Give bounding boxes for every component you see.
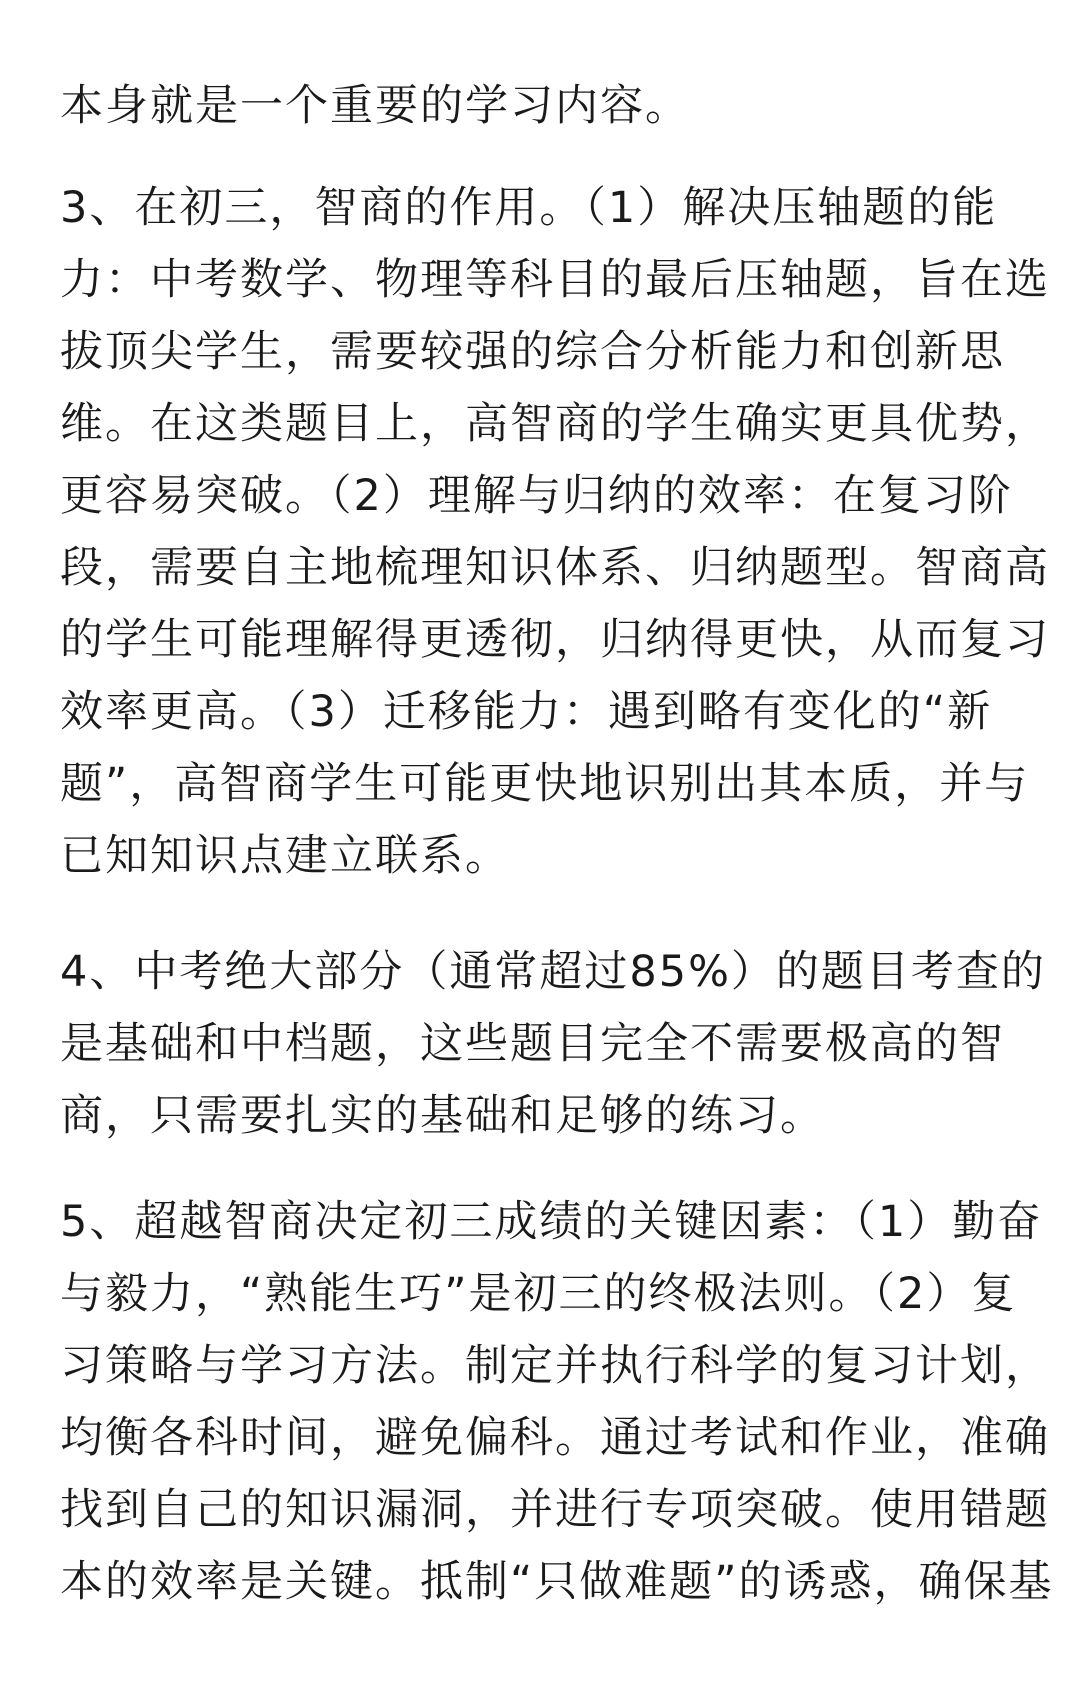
paragraph-2-line-3: 拔顶尖学生，需要较强的综合分析能力和创新思 xyxy=(60,327,1005,377)
paragraph-4-line-2: 与毅力，“熟能生巧”是初三的终极法则。（2）复 xyxy=(60,1269,1017,1319)
paragraph-2-line-4: 维。在这类题目上，高智商的学生确实更具优势， xyxy=(60,399,1050,449)
paragraph-2-line-6: 段，需要自主地梳理知识体系、归纳题型。智商高 xyxy=(60,543,1050,593)
paragraph-4-line-5: 找到自己的知识漏洞，并进行专项突破。使用错题 xyxy=(60,1485,1050,1535)
paragraph-3-line-3: 商，只需要扎实的基础和足够的练习。 xyxy=(60,1091,825,1141)
paragraph-2-line-7: 的学生可能理解得更透彻，归纳得更快，从而复习 xyxy=(60,615,1050,665)
paragraph-2-line-9: 题”，高智商学生可能更快地识别出其本质，并与 xyxy=(60,759,1030,809)
paragraph-4-line-3: 习策略与学习方法。制定并执行科学的复习计划， xyxy=(60,1341,1050,1391)
paragraph-4-line-1: 5、超越智商决定初三成绩的关键因素：（1）勤奋 xyxy=(60,1197,1043,1247)
paragraph-4-line-6: 本的效率是关键。抵制“只做难题”的诱惑，确保基 xyxy=(60,1557,1054,1607)
paragraph-2-line-5: 更容易突破。（2）理解与归纳的效率：在复习阶 xyxy=(60,471,1013,521)
paragraph-2-line-2: 力：中考数学、物理等科目的最后压轴题，旨在选 xyxy=(60,255,1050,305)
paragraph-3-line-1: 4、中考绝大部分（通常超过85%）的题目考查的 xyxy=(60,947,1046,997)
paragraph-3-line-2: 是基础和中档题，这些题目完全不需要极高的智 xyxy=(60,1019,1005,1069)
paragraph-2-line-1: 3、在初三，智商的作用。（1）解决压轴题的能 xyxy=(60,183,998,233)
paragraph-1-line-1: 本身就是一个重要的学习内容。 xyxy=(60,81,690,131)
paragraph-2-line-8: 效率更高。（3）迁移能力：遇到略有变化的“新 xyxy=(60,687,993,737)
paragraph-2-line-10: 已知知识点建立联系。 xyxy=(60,831,510,881)
paragraph-4-line-4: 均衡各科时间，避免偏科。通过考试和作业，准确 xyxy=(60,1413,1050,1463)
